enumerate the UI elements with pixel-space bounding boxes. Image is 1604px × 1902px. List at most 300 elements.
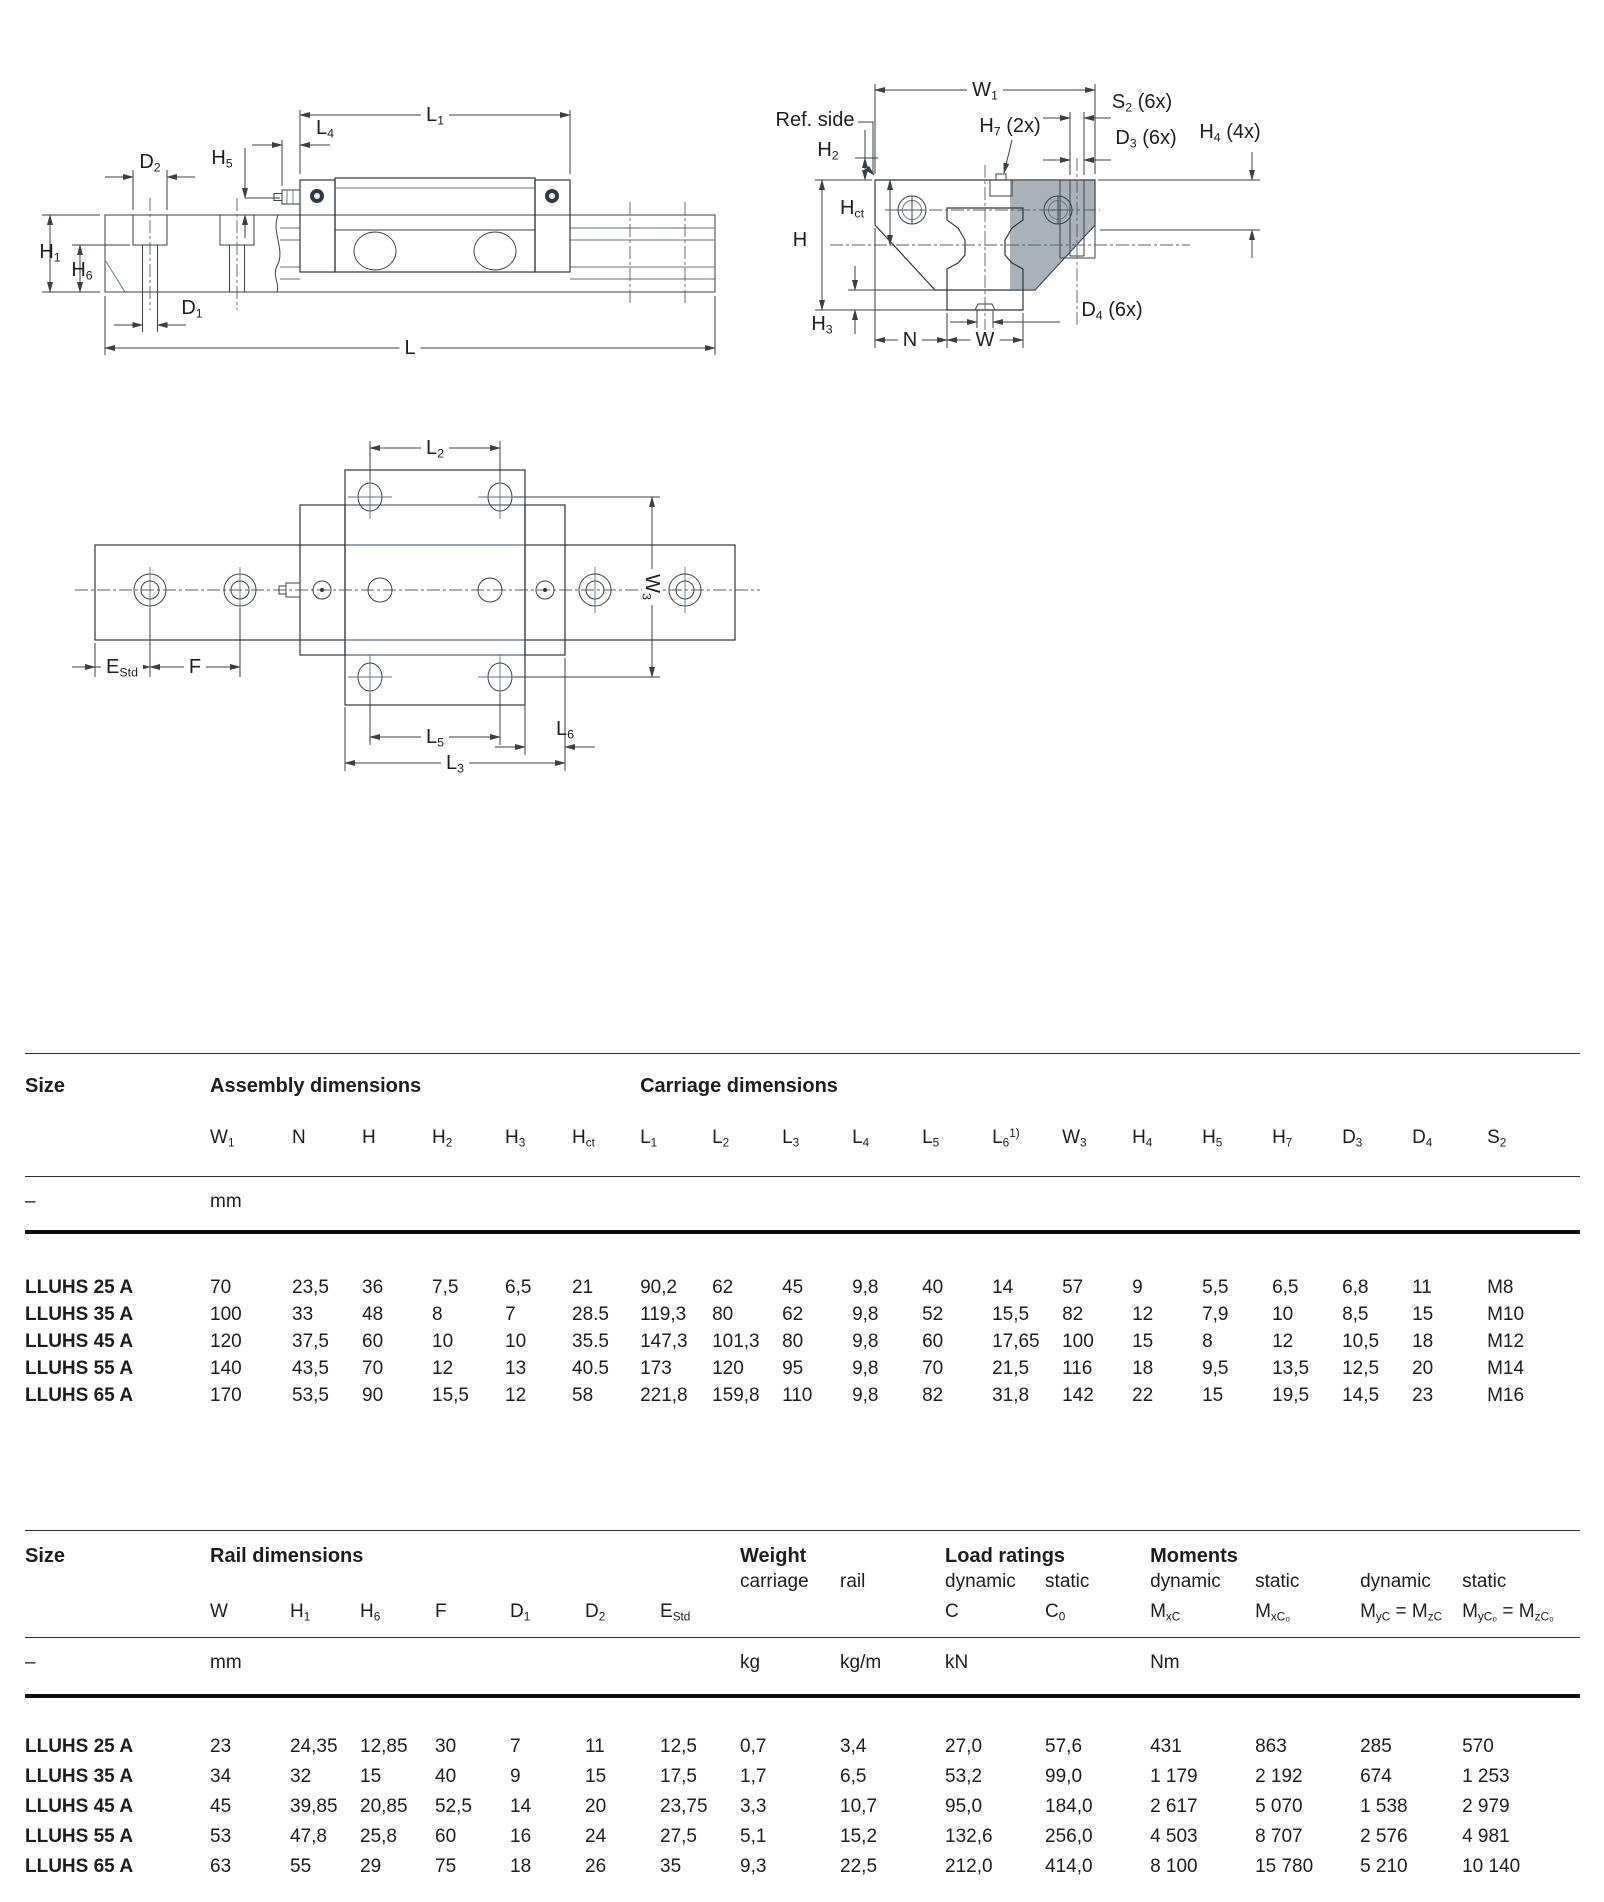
table-cell: 12 (432, 1358, 454, 1379)
column-header: $E_{Std}$ (660, 1595, 740, 1638)
unit-cell: – (25, 1638, 210, 1697)
dim-label-d4: $D_4$ (6x) (1081, 299, 1143, 323)
top-view-drawing (60, 415, 780, 785)
table-cell: 6,5 (505, 1277, 532, 1298)
table-cell: 35.5 (572, 1331, 609, 1352)
table-cell: 10,5 (1342, 1331, 1380, 1352)
table-cell: 43,5 (292, 1358, 329, 1379)
table-cell: 12 (1272, 1331, 1294, 1352)
table-cell: 15 (1132, 1331, 1154, 1352)
dim-label-estd: $E_{Std}$ (101, 657, 143, 677)
table-cell: 0,7 (740, 1736, 767, 1757)
dim-label-l: L (399, 338, 420, 358)
table-cell: 5,1 (740, 1826, 767, 1847)
column-header: $D_2$ (585, 1595, 660, 1638)
table-row (25, 1762, 1580, 1792)
column-header: C (945, 1595, 1045, 1638)
table-cell: 25,8 (360, 1826, 397, 1847)
table-row (25, 1696, 1580, 1762)
dim-label-l6: $L_6$ (555, 718, 575, 742)
column-header: F (435, 1595, 510, 1638)
table-row (25, 1301, 1580, 1328)
table-cell: 9 (510, 1766, 521, 1787)
table-cell: 3,4 (840, 1736, 867, 1757)
subheader-carriage: carriage (740, 1571, 809, 1592)
row-size-label: LLUHS 65 A (25, 1856, 134, 1877)
dim-label-hct: $H_{ct}$ (839, 197, 865, 221)
table-cell: 1 253 (1462, 1766, 1510, 1787)
table-cell: 7 (510, 1736, 521, 1757)
column-header: $H_7$ (1272, 1100, 1342, 1177)
table-cell: 99,0 (1045, 1766, 1083, 1787)
column-group-weight: Weight (740, 1545, 807, 1567)
column-header: $L_2$ (712, 1100, 782, 1177)
table-cell: 60 (435, 1826, 457, 1847)
dim-label-w3: $W_3$ (642, 569, 662, 605)
table-cell: 63 (210, 1856, 232, 1877)
column-header-blank (740, 1595, 840, 1638)
column-header: $L_4$ (852, 1100, 922, 1177)
column-group-carriage-dimensions: Carriage dimensions (640, 1075, 838, 1097)
table-cell: 5,5 (1202, 1277, 1229, 1298)
table-cell: 1 179 (1150, 1766, 1198, 1787)
column-header: $H_6$ (360, 1595, 435, 1638)
table-cell: 184,0 (1045, 1796, 1093, 1817)
table-cell: 132,6 (945, 1826, 993, 1847)
table-cell: 20 (1412, 1358, 1434, 1379)
dim-label-l3: $L_3$ (441, 753, 469, 773)
table-cell: 62 (782, 1304, 804, 1325)
dim-label-h3: $H_3$ (811, 313, 833, 337)
row-size-label: LLUHS 35 A (25, 1766, 134, 1787)
table-row (25, 1852, 1580, 1882)
table-cell: 55 (290, 1856, 312, 1877)
table-cell: 10,7 (840, 1796, 878, 1817)
unit-cell: – (25, 1177, 210, 1233)
table-cell: 4 503 (1150, 1826, 1198, 1847)
dim-label-ref-side: Ref. side (775, 109, 855, 131)
table-cell: 90 (362, 1385, 384, 1406)
table-cell: 10 (1272, 1304, 1294, 1325)
table-cell: 19,5 (1272, 1385, 1310, 1406)
table-cell: 4 981 (1462, 1826, 1510, 1847)
row-size-label: LLUHS 25 A (25, 1277, 134, 1298)
table-cell: 37,5 (292, 1331, 329, 1352)
table-cell: 221,8 (640, 1385, 688, 1406)
table-cell: 32 (290, 1766, 312, 1787)
dim-label-w: W (971, 330, 1000, 350)
table-cell: 7 (505, 1304, 516, 1325)
column-header: $H_2$ (432, 1100, 505, 1177)
table-cell: 52,5 (435, 1796, 472, 1817)
column-header: $H_3$ (505, 1100, 572, 1177)
table-cell: 110 (782, 1385, 813, 1406)
row-size-label: LLUHS 45 A (25, 1796, 134, 1817)
table-row (25, 1232, 1580, 1301)
table-cell: 120 (210, 1331, 242, 1352)
table-cell: 7,5 (432, 1277, 459, 1298)
table-cell: 11 (585, 1736, 605, 1757)
rail-counterbore-hole (220, 198, 254, 310)
ball-element (354, 232, 396, 270)
carriage-mounting-hole (348, 655, 392, 699)
dim-label-l4: $L_4$ (315, 117, 335, 141)
table-cell: 40.5 (572, 1358, 609, 1379)
table-row (25, 1822, 1580, 1852)
table-cell: 14,5 (1342, 1385, 1380, 1406)
unit-cell: mm (210, 1177, 292, 1233)
table-cell: 9,8 (852, 1358, 879, 1379)
side-view-drawing (30, 70, 750, 370)
table-cell: 17,5 (660, 1766, 697, 1787)
table-cell: 57,6 (1045, 1736, 1083, 1757)
table-cell: 35 (660, 1856, 682, 1877)
table-cell: 10 140 (1462, 1856, 1521, 1877)
dim-label-l2: $L_2$ (421, 438, 449, 458)
table-cell: 5 210 (1360, 1856, 1408, 1877)
table-cell: 33 (292, 1304, 314, 1325)
table-cell: 5 070 (1255, 1796, 1303, 1817)
column-header: $H_1$ (290, 1595, 360, 1638)
dim-label-n: N (898, 330, 922, 350)
dim-label-h7: $H_7$ (2x) (979, 115, 1041, 139)
column-header: $D_3$ (1342, 1100, 1412, 1177)
top-view-end-cap-left (300, 505, 345, 655)
column-header: $L_5$ (922, 1100, 992, 1177)
table-cell: 101,3 (712, 1331, 760, 1352)
table-cell: 170 (210, 1385, 242, 1406)
column-header: $L_1$ (640, 1100, 712, 1177)
table-cell: 9 (1132, 1277, 1143, 1298)
column-group-load-ratings: Load ratings (945, 1545, 1066, 1567)
table-cell: 119,3 (640, 1304, 687, 1325)
table-cell: 48 (362, 1304, 384, 1325)
subheader-static: static (1045, 1571, 1090, 1592)
table-cell: 23,75 (660, 1796, 708, 1817)
top-view-end-cap-right (525, 505, 565, 655)
table-cell: 12 (505, 1385, 527, 1406)
table-cell: 60 (922, 1331, 944, 1352)
table-cell: 27,5 (660, 1826, 697, 1847)
table-cell: 14 (992, 1277, 1014, 1298)
table-cell: 21 (572, 1277, 594, 1298)
rail-load-moments-table (25, 1530, 1580, 1882)
carriage-body (335, 178, 535, 272)
column-header: $D_4$ (1412, 1100, 1487, 1177)
table-cell: 36 (362, 1277, 384, 1298)
table-cell: 80 (712, 1304, 734, 1325)
column-header: $L_6^{1)}$ (992, 1100, 1062, 1177)
table-cell: 1 538 (1360, 1796, 1408, 1817)
table-cell: 12,5 (1342, 1358, 1380, 1379)
cross-section-drawing (760, 70, 1320, 360)
table-cell: 20 (585, 1796, 607, 1817)
row-size-label: LLUHS 55 A (25, 1826, 134, 1847)
assembly-carriage-dimensions-table (25, 1053, 1580, 1409)
side-view-geometry (30, 70, 750, 370)
column-header: $M_{xC_0}$ (1255, 1595, 1360, 1638)
column-header: $D_1$ (510, 1595, 585, 1638)
table-cell: 24,35 (290, 1736, 338, 1757)
table-row (25, 1382, 1580, 1409)
dim-label-l5: $L_5$ (421, 727, 449, 747)
column-header: $H_5$ (1202, 1100, 1272, 1177)
row-size-label: LLUHS 25 A (25, 1736, 134, 1757)
table-cell: 9,8 (852, 1304, 879, 1325)
table-cell: 23 (1412, 1385, 1434, 1406)
dim-label-h: H (792, 229, 808, 251)
table-cell: 18 (1132, 1358, 1154, 1379)
column-header: H (362, 1100, 432, 1177)
table-cell: 6,5 (840, 1766, 867, 1787)
table-cell: 26 (585, 1856, 607, 1877)
table-cell: 13,5 (1272, 1358, 1310, 1379)
table-cell: 8,5 (1342, 1304, 1369, 1325)
table-cell: 17,65 (992, 1331, 1040, 1352)
table-cell: 15 (585, 1766, 607, 1787)
table-cell: 13 (505, 1358, 527, 1379)
table-cell: 40 (922, 1277, 944, 1298)
table-cell: 6,8 (1342, 1277, 1369, 1298)
side-view-rail (105, 198, 715, 310)
dim-label-d1: $D_1$ (181, 297, 203, 321)
table-cell: 90,2 (640, 1277, 678, 1298)
table-cell: 70 (210, 1277, 232, 1298)
table-cell: 2 617 (1150, 1796, 1198, 1817)
table-body (25, 1232, 1580, 1409)
row-size-label: LLUHS 55 A (25, 1358, 134, 1379)
table-cell: 82 (922, 1385, 944, 1406)
table-cell: 53,5 (292, 1385, 329, 1406)
rail-break-line (275, 215, 280, 292)
table-cell: M8 (1487, 1277, 1514, 1298)
table-cell: 9,8 (852, 1277, 879, 1298)
table-cell: 29 (360, 1856, 382, 1877)
table-cell: 8 707 (1255, 1826, 1303, 1847)
dim-label-d2: $D_2$ (139, 151, 161, 175)
dim-label-w1: $W_1$ (967, 80, 1003, 100)
dim-label-d3: $D_3$ (6x) (1115, 127, 1177, 151)
table-cell: 15 (1202, 1385, 1224, 1406)
dim-label-f: F (184, 657, 206, 677)
table-cell: 28.5 (572, 1304, 609, 1325)
table-cell: 23 (210, 1736, 232, 1757)
table-cell: 47,8 (290, 1826, 327, 1847)
column-header: $H_4$ (1132, 1100, 1202, 1177)
column-header-blank (25, 1595, 210, 1638)
subheader-dynamic: dynamic (945, 1571, 1016, 1592)
table-cell: 674 (1360, 1766, 1392, 1787)
table-cell: 12,5 (660, 1736, 697, 1757)
table-body (25, 1696, 1580, 1882)
table-cell: 8 (432, 1304, 443, 1325)
table-cell: 8 (1202, 1331, 1213, 1352)
row-size-label: LLUHS 65 A (25, 1385, 134, 1406)
column-header: $M_{yC_0} = M_{zC_0}$ (1462, 1595, 1580, 1638)
column-group-size: Size (25, 1075, 66, 1097)
table-cell: 53,2 (945, 1766, 983, 1787)
column-header-blank (25, 1100, 210, 1177)
column-group-size: Size (25, 1545, 66, 1567)
table-cell: 22 (1132, 1385, 1154, 1406)
dim-label-h6: $H_6$ (71, 259, 93, 283)
table-cell: 30 (435, 1736, 457, 1757)
subheader-static: static (1462, 1571, 1507, 1592)
side-view-carriage (274, 178, 570, 272)
table-cell: 34 (210, 1766, 232, 1787)
subheader-static: static (1255, 1571, 1300, 1592)
table-cell: 3,3 (740, 1796, 767, 1817)
table-cell: 57 (1062, 1277, 1084, 1298)
column-group-rail-dimensions: Rail dimensions (210, 1545, 364, 1567)
unit-cell: kg/m (840, 1638, 945, 1697)
column-header: N (292, 1100, 362, 1177)
table-cell: 18 (1412, 1331, 1434, 1352)
column-header: $M_{xC}$ (1150, 1595, 1255, 1638)
dim-label-h1: $H_1$ (39, 241, 61, 265)
table-cell: 18 (510, 1856, 532, 1877)
table-cell: 173 (640, 1358, 672, 1379)
table-cell: 39,85 (290, 1796, 338, 1817)
table-cell: M10 (1487, 1304, 1525, 1325)
table-cell: 116 (1062, 1358, 1093, 1379)
table-cell: 570 (1462, 1736, 1494, 1757)
column-header: $M_{yC} = M_{zC}$ (1360, 1595, 1462, 1638)
table-cell: M14 (1487, 1358, 1525, 1379)
lube-port (990, 174, 1012, 196)
column-header: $W_1$ (210, 1100, 292, 1177)
unit-cell: kN (945, 1638, 1045, 1697)
table-cell: 60 (362, 1331, 384, 1352)
table-cell: 100 (210, 1304, 242, 1325)
table-cell: 212,0 (945, 1856, 993, 1877)
table-cell: 52 (922, 1304, 944, 1325)
table-cell: 70 (922, 1358, 944, 1379)
table-cell: 9,3 (740, 1856, 767, 1877)
table-cell: 10 (505, 1331, 527, 1352)
column-header: $H_{ct}$ (572, 1100, 640, 1177)
table-cell: 120 (712, 1358, 744, 1379)
table-cell: 9,8 (852, 1385, 879, 1406)
table-cell: 58 (572, 1385, 594, 1406)
dim-label-h4: $H_4$ (4x) (1199, 121, 1261, 145)
table-cell: 15 (1412, 1304, 1434, 1325)
column-header: $C_0$ (1045, 1595, 1150, 1638)
row-size-label: LLUHS 45 A (25, 1331, 134, 1352)
column-group-moments: Moments (1150, 1545, 1238, 1567)
table-cell: 12,85 (360, 1736, 408, 1757)
table-cell: 2 192 (1255, 1766, 1303, 1787)
column-header: $W_3$ (1062, 1100, 1132, 1177)
unit-cell: Nm (1150, 1638, 1255, 1697)
column-header-blank (840, 1595, 945, 1638)
column-header: $L_3$ (782, 1100, 852, 1177)
table-cell: 95,0 (945, 1796, 983, 1817)
table-cell: 45 (210, 1796, 232, 1817)
carriage-mounting-hole (348, 475, 392, 519)
column-header: W (210, 1595, 290, 1638)
column-header: $S_2$ (1487, 1100, 1580, 1177)
dim-label-s2: $S_2$ (6x) (1111, 91, 1173, 115)
table-cell: 16 (510, 1826, 532, 1847)
table-cell: 414,0 (1045, 1856, 1093, 1877)
table-cell: 27,0 (945, 1736, 983, 1757)
table-cell: 70 (362, 1358, 384, 1379)
table-cell: 14 (510, 1796, 532, 1817)
table-cell: 6,5 (1272, 1277, 1299, 1298)
subheader-rail: rail (840, 1571, 866, 1592)
table-cell: 159,8 (712, 1385, 760, 1406)
table-cell: 142 (1062, 1385, 1094, 1406)
table-cell: 431 (1150, 1736, 1182, 1757)
table-cell: 147,3 (640, 1331, 688, 1352)
dim-label-h2: $H_2$ (817, 139, 839, 163)
subheader-dynamic: dynamic (1360, 1571, 1431, 1592)
table-cell: 95 (782, 1358, 804, 1379)
table-row (25, 1355, 1580, 1382)
table-cell: 1,7 (740, 1766, 767, 1787)
table-cell: 7,9 (1202, 1304, 1229, 1325)
table-cell: 11 (1412, 1277, 1432, 1298)
table-cell: 15,5 (992, 1304, 1030, 1325)
subheader-dynamic: dynamic (1150, 1571, 1221, 1592)
table-cell: 40 (435, 1766, 457, 1787)
table-cell: 45 (782, 1277, 804, 1298)
unit-cell: kg (740, 1638, 840, 1697)
table-cell: 9,5 (1202, 1358, 1229, 1379)
table-cell: 256,0 (1045, 1826, 1093, 1847)
table-cell: 2 576 (1360, 1826, 1408, 1847)
table-cell: 2 979 (1462, 1796, 1510, 1817)
dim-label-l1: $L_1$ (421, 105, 449, 125)
table-cell: 863 (1255, 1736, 1287, 1757)
table-cell: 62 (712, 1277, 734, 1298)
table-cell: 22,5 (840, 1856, 878, 1877)
dim-label-h5: $H_5$ (211, 147, 233, 171)
table-cell: 31,8 (992, 1385, 1030, 1406)
table-cell: 9,8 (852, 1331, 879, 1352)
table-cell: 15 780 (1255, 1856, 1314, 1877)
row-size-label: LLUHS 35 A (25, 1304, 134, 1325)
table-cell: 15,2 (840, 1826, 878, 1847)
ball-element (474, 232, 516, 270)
table-row (25, 1328, 1580, 1355)
table-cell: 10 (432, 1331, 454, 1352)
table-row (25, 1792, 1580, 1822)
table-cell: 75 (435, 1856, 457, 1877)
table-cell: 21,5 (992, 1358, 1030, 1379)
table-cell: M12 (1487, 1331, 1525, 1352)
grease-nipple (274, 190, 300, 204)
table-cell: 100 (1062, 1331, 1094, 1352)
table-cell: M16 (1487, 1385, 1525, 1406)
table-cell: 24 (585, 1826, 607, 1847)
table-cell: 53 (210, 1826, 232, 1847)
table-cell: 82 (1062, 1304, 1084, 1325)
unit-cell: mm (210, 1638, 290, 1697)
table-cell: 80 (782, 1331, 804, 1352)
table-cell: 8 100 (1150, 1856, 1198, 1877)
rail-counterbore-hole (133, 198, 167, 310)
rail-hole (134, 567, 166, 613)
table-cell: 285 (1360, 1736, 1392, 1757)
table-cell: 15,5 (432, 1385, 469, 1406)
table-cell: 23,5 (292, 1277, 329, 1298)
table-cell: 140 (210, 1358, 242, 1379)
table-cell: 20,85 (360, 1796, 408, 1817)
table-cell: 15 (360, 1766, 382, 1787)
table-cell: 12 (1132, 1304, 1154, 1325)
